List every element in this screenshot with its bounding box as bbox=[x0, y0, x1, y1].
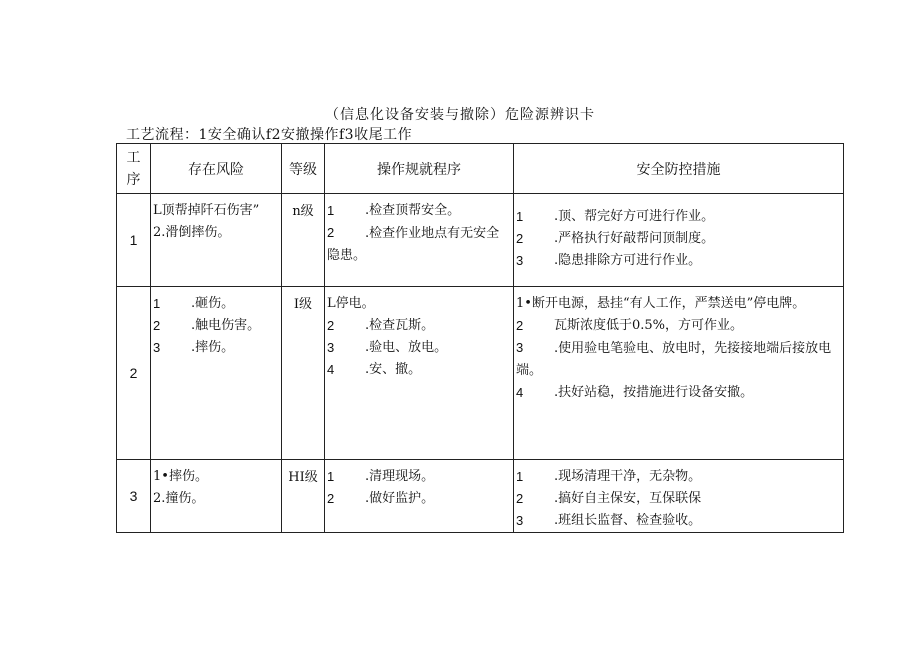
risk-item: 3 .摔伤。 bbox=[153, 340, 235, 355]
header-risk: 存在风险 bbox=[151, 144, 282, 194]
risk-item: 2.滑倒摔伤。 bbox=[153, 225, 231, 240]
header-no: 工序 bbox=[117, 144, 151, 194]
risk-item: L顶帮掉阡石伤害” bbox=[153, 203, 260, 218]
header-grade: 等级 bbox=[282, 144, 325, 194]
procedure-item: 1 .检查顶帮安全。 bbox=[327, 203, 461, 218]
procedure-item: 2 .检查作业地点有无安全隐患。 bbox=[327, 225, 500, 263]
header-row bbox=[117, 144, 844, 194]
procedure-cell bbox=[325, 287, 514, 460]
measure-item: 3 .隐患排除方可进行作业。 bbox=[516, 253, 702, 268]
measures-cell bbox=[514, 460, 844, 533]
measure-item: 2 .搞好自主保安，互保联保 bbox=[516, 491, 702, 506]
hazard-table bbox=[116, 143, 844, 533]
procedure-item: 1 .清理现场。 bbox=[327, 469, 435, 484]
grade-cell: I级 bbox=[282, 287, 325, 460]
risk-cell bbox=[151, 460, 282, 533]
table-row bbox=[117, 460, 844, 533]
measure-item: 1 .现场清理干净，无杂物。 bbox=[516, 469, 702, 484]
procedure-cell bbox=[325, 460, 514, 533]
risk-item: 1•摔伤。 bbox=[153, 469, 208, 484]
step-number: 1 bbox=[117, 194, 151, 287]
card-title: （信息化设备安装与撤除）危险源辨识卡 bbox=[325, 107, 595, 123]
measure-item: 4 .扶好站稳，按措施进行设备安撤。 bbox=[516, 385, 754, 400]
header-measures: 安全防控措施 bbox=[514, 144, 844, 194]
grade-cell: HI级 bbox=[282, 460, 325, 533]
measure-item: 1 .顶、帮完好方可进行作业。 bbox=[516, 209, 715, 224]
procedure-item: L停电。 bbox=[327, 296, 375, 311]
table-row bbox=[117, 194, 844, 287]
risk-cell bbox=[151, 194, 282, 287]
measure-item: 3 .使用验电笔验电、放电时，先接接地端后接放电端。 bbox=[516, 340, 832, 378]
procedure-item: 2 .做好监护。 bbox=[327, 491, 435, 506]
procedure-item: 2 .检查瓦斯。 bbox=[327, 318, 435, 333]
step-number: 3 bbox=[117, 460, 151, 533]
risk-item: 2.撞伤。 bbox=[153, 491, 205, 506]
procedure-item: 3 .验电、放电。 bbox=[327, 340, 448, 355]
measure-item: 2 瓦斯浓度低于0.5%，方可作业。 bbox=[516, 318, 744, 333]
measures-cell bbox=[514, 194, 844, 287]
grade-cell: n级 bbox=[282, 194, 325, 287]
procedure-cell bbox=[325, 194, 514, 287]
table-row bbox=[117, 287, 844, 460]
risk-item: 1 .砸伤。 bbox=[153, 296, 235, 311]
measure-item: 1•断开电源，悬挂“有人工作，严禁送电”停电牌。 bbox=[516, 296, 806, 311]
risk-cell bbox=[151, 287, 282, 460]
measure-item: 2 .严格执行好敲帮问顶制度。 bbox=[516, 231, 715, 246]
procedure-item: 4 .安、撤。 bbox=[327, 362, 422, 377]
process-flow: 工艺流程：1安全确认f2安撤操作f3收尾工作 bbox=[126, 127, 413, 143]
header-procedure: 操作规就程序 bbox=[325, 144, 514, 194]
risk-item: 2 .触电伤害。 bbox=[153, 318, 261, 333]
measures-cell bbox=[514, 287, 844, 460]
measure-item: 3 .班组长监督、检查验收。 bbox=[516, 513, 702, 528]
step-number: 2 bbox=[117, 287, 151, 460]
